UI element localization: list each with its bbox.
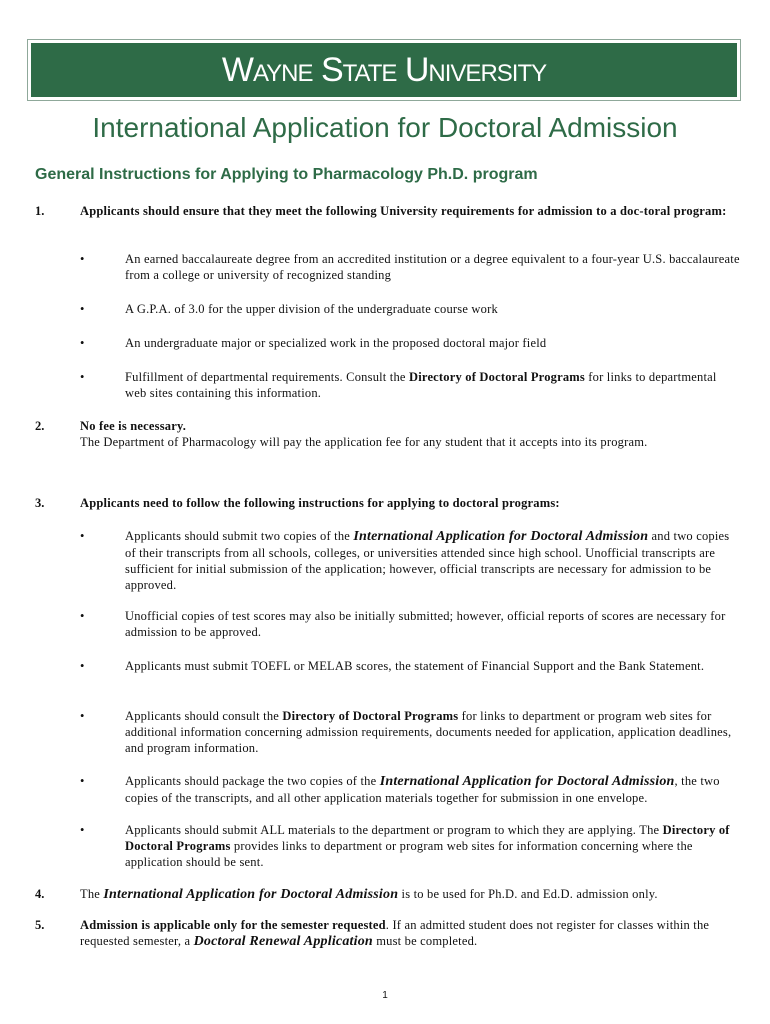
item-text-part: must be completed. <box>372 934 478 948</box>
bullet-text <box>125 708 740 756</box>
bullet-item <box>80 335 740 351</box>
bullet-text-part: provides links to department or program web sites for information concerning where the application should be sent. <box>125 839 693 869</box>
item-text-part: is to be used for Ph.D. and Ed.D. admission only. <box>398 887 658 901</box>
item-text-part: The Department of Pharmacology will pay the application fee for any student that it accepts into its program. <box>80 435 648 449</box>
item-number: 3. <box>35 496 45 510</box>
application-reference: International Application for Doctoral Admission <box>353 529 649 544</box>
bullet-text-part: Applicants should submit ALL materials to the department or program to which they are applying. The <box>125 823 663 837</box>
bullet-dot: • <box>80 302 85 316</box>
bullet-item <box>80 822 740 870</box>
bullet-text-part: Applicants should package the two copies of the <box>125 774 380 788</box>
instruction-item-5 <box>35 917 740 950</box>
item-text <box>80 886 740 903</box>
university-banner <box>27 39 741 101</box>
item-number: 4. <box>35 887 45 901</box>
bullet-text <box>125 822 740 870</box>
bullet-dot: • <box>80 659 85 673</box>
application-reference: International Application for Doctoral Admission <box>379 774 675 789</box>
bullet-text-part: for links to department or program web sites for additional information concerning admission requirements, documents needed for application, application deadlines, and program information. <box>125 709 732 755</box>
instruction-item-3 <box>35 495 740 511</box>
item-text: Applicants should ensure that they meet the following University requirements for admission to a doc-toral program: <box>80 204 727 218</box>
item-number: 1. <box>35 204 45 218</box>
bullet-text-part: Applicants should submit two copies of the <box>125 529 354 543</box>
bullet-dot: • <box>80 823 85 837</box>
directory-reference: Directory of Doctoral Programs <box>125 823 730 853</box>
bullet-text-part: Fulfillment of departmental requirements. Consult the <box>125 370 410 384</box>
bullet-text: An earned baccalaureate degree from an accredited institution or a degree equivalent to a four-year U.S. baccalaureate from a college or university of recognized standing <box>125 252 740 282</box>
bullet-text: A G.P.A. of 3.0 for the upper division of the undergraduate course work <box>125 302 498 316</box>
item-heading: No fee is necessary. <box>80 419 187 433</box>
page-title: International Application for Doctoral Admission <box>92 112 678 143</box>
bullet-text: Applicants must submit TOEFL or MELAB scores, the statement of Financial Support and the Bank Statement. <box>125 659 705 673</box>
directory-reference: Directory of Doctoral Programs <box>409 370 585 384</box>
item-number: 2. <box>35 419 45 433</box>
bullet-text-part: , the two copies of the transcripts, and all other application materials together for submission in one envelope. <box>125 774 720 805</box>
item-text: Applicants need to follow the following instructions for applying to doctoral programs: <box>80 496 560 510</box>
bullet-text: An undergraduate major or specialized work in the proposed doctoral major field <box>125 336 547 350</box>
bullet-item <box>80 251 740 283</box>
bullet-text: Unofficial copies of test scores may also be initially submitted; however, official reports of scores are necessary for admission to be approved. <box>125 609 726 639</box>
directory-reference: Directory of Doctoral Programs <box>282 709 459 723</box>
page-number: 1 <box>382 990 388 1001</box>
bullet-text-part: Applicants should consult the <box>125 709 283 723</box>
bullet-item <box>80 301 740 317</box>
bullet-item <box>80 708 740 756</box>
bullet-dot: • <box>80 774 85 788</box>
page-subtitle: General Instructions for Applying to Pharmacology Ph.D. program <box>35 166 538 183</box>
bullet-item <box>80 369 740 401</box>
item-number: 5. <box>35 918 45 932</box>
bullet-dot: • <box>80 709 85 723</box>
item-text-part: The <box>80 887 104 901</box>
item-text <box>80 917 740 950</box>
item-text <box>80 418 740 450</box>
instruction-item-1 <box>35 203 740 219</box>
bullet-text <box>125 369 740 401</box>
application-reference: International Application for Doctoral Admission <box>103 887 399 902</box>
banner-background <box>31 43 737 97</box>
bullet-item <box>80 658 740 674</box>
bullet-dot: • <box>80 529 85 543</box>
item-text-part: . If an admitted student does not register for classes within the requested semester, a <box>80 918 710 948</box>
instruction-item-4 <box>35 886 740 903</box>
bullet-text <box>125 528 740 593</box>
item-heading: Admission is applicable only for the semester requested <box>80 918 386 932</box>
bullet-dot: • <box>80 609 85 623</box>
bullet-item <box>80 773 740 806</box>
bullet-dot: • <box>80 252 85 266</box>
bullet-item <box>80 528 740 593</box>
university-logo-text: Wayne State University <box>221 50 547 89</box>
bullet-item <box>80 608 740 640</box>
bullet-dot: • <box>80 336 85 350</box>
bullet-text <box>125 773 740 806</box>
bullet-text-part: and two copies of their transcripts from all schools, colleges, or universities attended since high school. Unofficial transcripts are sufficient for initial submission of the application; however, official transcripts are necessary for admission to be approved. <box>125 529 730 592</box>
bullet-text-part: for links to departmental web sites containing this information. <box>125 370 717 400</box>
instruction-item-2 <box>35 418 740 450</box>
renewal-application-reference: Doctoral Renewal Application <box>193 934 373 949</box>
bullet-dot: • <box>80 370 85 384</box>
